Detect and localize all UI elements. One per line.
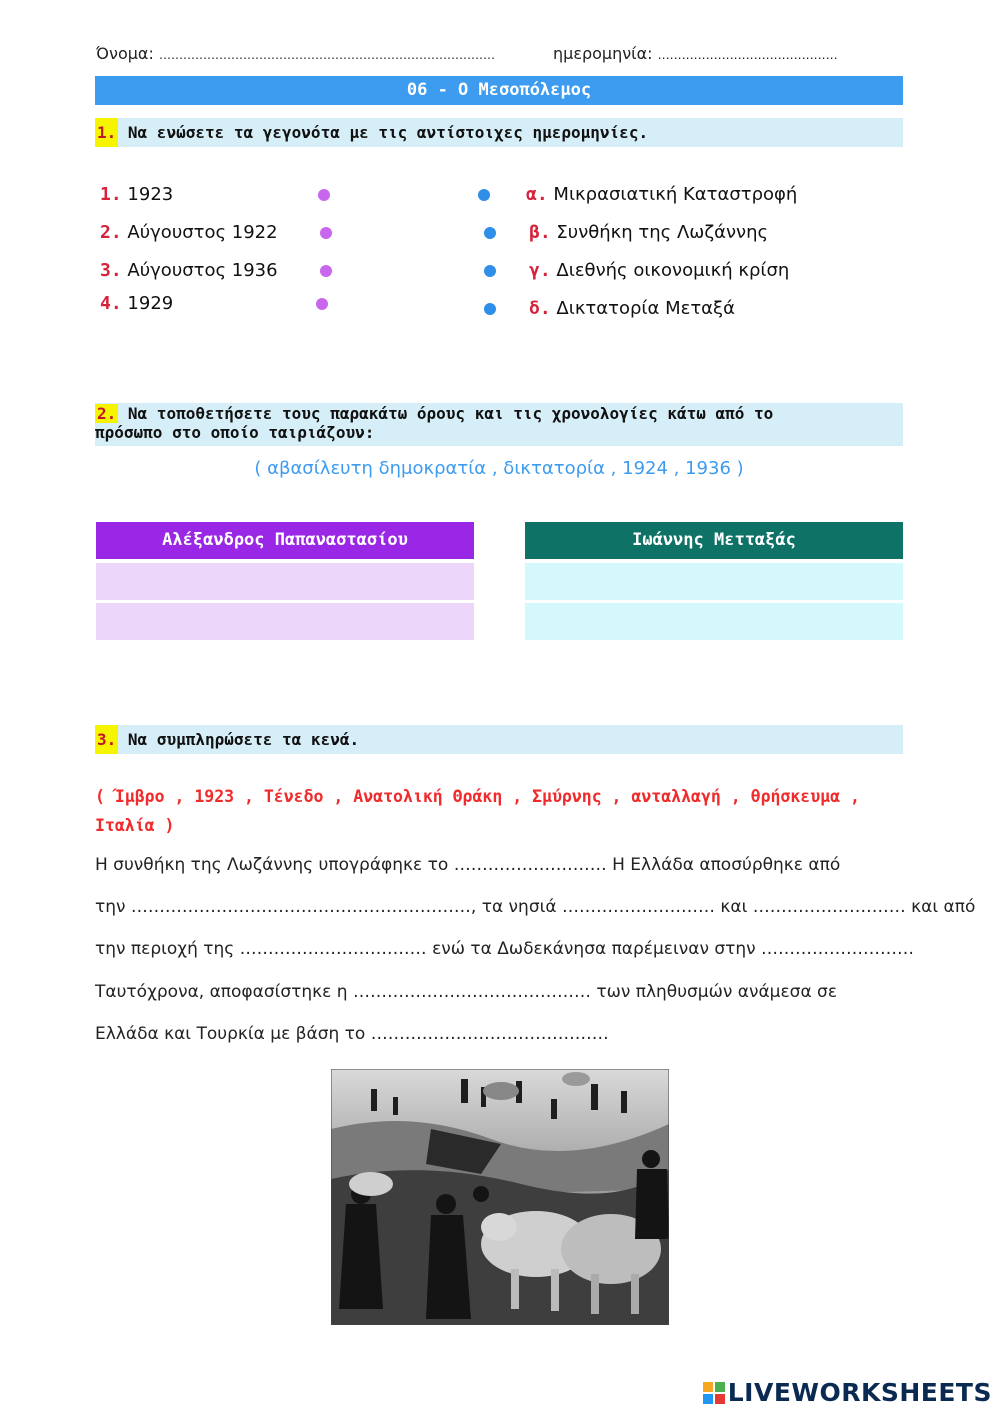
table-right-drop-cell[interactable]: [525, 603, 903, 640]
match-right-item: α. Μικρασιατική Καταστροφή: [526, 184, 798, 205]
match-left-item: 1. 1923: [100, 184, 174, 205]
fill-blank-line[interactable]: Η συνθήκη της Λωζάννης υπογράφηκε το ……………………… Η Ελλάδα αποσύρθηκε από: [95, 855, 841, 875]
question-2-terms: ( αβασίλευτη δημοκρατία , δικτατορία , 1924 , 1936 ): [254, 458, 744, 479]
page-title: 06 - Ο Μεσοπόλεμος: [95, 76, 903, 105]
fill-blank-line[interactable]: την ……………………………………………………, τα νησιά ……………………… και ……………………… και από: [95, 897, 976, 917]
date-line[interactable]: [553, 44, 838, 63]
question-1-number: 1.: [95, 118, 118, 147]
match-left-dot[interactable]: [320, 227, 332, 239]
question-2-header: [95, 403, 903, 446]
fill-blank-line[interactable]: την περιοχή της …………………………… ενώ τα Δωδεκάνησα παρέμειναν στην ………………………: [95, 939, 915, 959]
question-3-terms: ( Ίμβρο , 1923 , Τένεδο , Ανατολική Θράκη , Σμύρνης , ανταλλαγή , θρήσκευμα , Ιταλία ): [95, 787, 860, 835]
question-2-text-cont: πρόσωπο στο οποίο ταιριάζουν:: [95, 423, 375, 442]
question-2-number: 2.: [97, 404, 117, 423]
historical-photo: [331, 1069, 669, 1325]
table-left-drop-cell[interactable]: [96, 603, 474, 640]
table-left-drop-cell[interactable]: [96, 563, 474, 600]
name-label: Όνομα:: [96, 44, 154, 63]
match-right-item: δ. Δικτατορία Μεταξά: [529, 298, 735, 319]
match-right-dot[interactable]: [478, 189, 490, 201]
match-right-item: γ. Διεθνής οικονομική κρίση: [529, 260, 790, 281]
name-line[interactable]: [96, 44, 495, 63]
fill-blank-line[interactable]: Ελλάδα και Τουρκία με βάση το ……………………………………: [95, 1024, 609, 1044]
table-right-drop-cell[interactable]: [525, 563, 903, 600]
match-right-dot[interactable]: [484, 227, 496, 239]
date-field[interactable]: ………………………………………: [657, 48, 838, 62]
question-1-text: Να ενώσετε τα γεγονότα με τις αντίστοιχες ημερομηνίες.: [127, 123, 649, 142]
liveworksheets-logo: LIVEWORKSHEETS: [703, 1378, 992, 1407]
question-3-header: [95, 725, 903, 754]
fill-blank-line[interactable]: Ταυτόχρονα, αποφασίστηκε η …………………………………… των πληθυσμών ανάμεσα σε: [95, 982, 838, 1002]
match-left-dot[interactable]: [320, 265, 332, 277]
liveworksheets-icon: [703, 1381, 725, 1403]
date-label: ημερομηνία:: [553, 44, 653, 63]
match-right-item: β. Συνθήκη της Λωζάννης: [529, 222, 769, 243]
match-left-dot[interactable]: [316, 298, 328, 310]
question-3-text: Να συμπληρώσετε τα κενά.: [127, 730, 360, 749]
match-left-dot[interactable]: [318, 189, 330, 201]
match-left-item: 3. Αύγουστος 1936: [100, 260, 278, 281]
table-right-header: Ιωάννης Μετταξάς: [525, 522, 903, 559]
name-field[interactable]: …………………………………………………………………………: [158, 48, 495, 62]
match-left-item: 2. Αύγουστος 1922: [100, 222, 278, 243]
match-right-dot[interactable]: [484, 303, 496, 315]
match-right-dot[interactable]: [484, 265, 496, 277]
table-left-header: Αλέξανδρος Παπαναστασίου: [96, 522, 474, 559]
question-2-text: Να τοποθετήσετε τους παρακάτω όρους και τις χρονολογίες κάτω από το: [127, 404, 774, 423]
match-left-item: 4. 1929: [100, 293, 174, 314]
question-3-number: 3.: [95, 725, 118, 754]
question-1-header: [95, 118, 903, 147]
